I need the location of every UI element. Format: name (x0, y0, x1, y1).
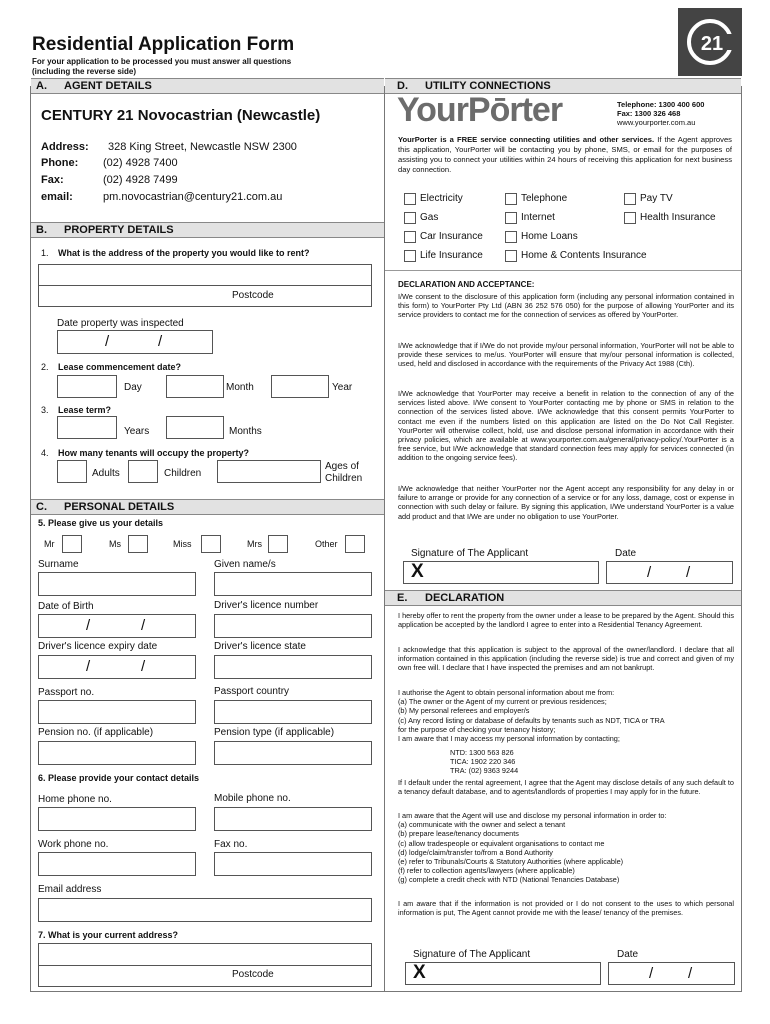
lease-year-input[interactable] (271, 375, 329, 398)
pension-number-input[interactable] (38, 741, 196, 765)
given-name-label: Given name/s (214, 559, 276, 570)
yourporter-consent-1: I/We consent to the disclosure of this application form (including any personal information contained in this form) to YourPorter Pty Ltd (ABN 36 252 576 050) for the purpose of allowing YourPorter and its service providers to contact me for the connection of services as offered by YourPorter. (398, 292, 734, 320)
expiry-slash: / (141, 658, 146, 675)
q3-label: Lease term? (58, 405, 112, 415)
mobile-phone-input[interactable] (214, 807, 372, 831)
pension-type-label: Pension type (if applicable) (214, 727, 335, 738)
pension-number-label: Pension no. (if applicable) (38, 727, 154, 738)
signature-x-mark: X (411, 561, 424, 582)
health-insurance-checkbox[interactable] (624, 212, 636, 224)
yourporter-contact: Telephone: 1300 400 600 Fax: 1300 326 468 www.yourporter.com.au (617, 100, 705, 127)
telephone-checkbox[interactable] (505, 193, 517, 205)
utility-signature-field[interactable] (403, 561, 599, 584)
declaration-use-disclose: I am aware that the Agent will use and disclose my personal information in order to: (a) communicate with the owner and select a tenant (b) prepare lease/tenancy documents (c) allow tradespeople or equivalent organisations to contact me (d) lodge/claim/transfer to/from a Bond Authority (e) refer to Tribunals/Courts & Statutory Authorities (where applicable) (f) refer to collection agents/lawyers (where applicable) (g) complete a credit check with NTD (National Tenancies Database) (398, 811, 667, 885)
title-mr-checkbox[interactable] (62, 535, 82, 553)
home-contents-insurance-checkbox[interactable] (505, 250, 517, 262)
licence-state-label: Driver's licence state (214, 641, 306, 652)
dob-slash: / (86, 617, 91, 634)
declaration-default: If I default under the rental agreement, I agree that the Agent may disclose details of any such default to a tenancy default database, and to agents/landlords of properties I may apply for in the future. (398, 778, 734, 797)
internet-checkbox[interactable] (505, 212, 517, 224)
licence-state-input[interactable] (214, 655, 372, 679)
licence-number-input[interactable] (214, 614, 372, 638)
page-subtitle: For your application to be processed you must answer all questions (including the reverse side) (32, 57, 292, 76)
q2-label: Lease commencement date? (58, 362, 182, 372)
declaration-signature-label: Signature of The Applicant (413, 949, 531, 960)
declaration-acknowledge: I acknowledge that this application is subject to the approval of the owner/landlord. I declare that all information contained in this application (including the reverse side) is true and correct and given of my own free will. I declare that I have inspected the premises and am not bankrupt. (398, 645, 734, 673)
property-postcode-label: Postcode (232, 290, 274, 301)
q1-label: What is the address of the property you would like to rent? (58, 248, 310, 258)
property-address-input-2[interactable] (38, 285, 372, 307)
date-slash: / (647, 564, 652, 581)
home-loans-checkbox[interactable] (505, 231, 517, 243)
declaration-acceptance-title: DECLARATION AND ACCEPTANCE: (398, 280, 535, 289)
months-label: Months (229, 426, 262, 437)
adults-input[interactable] (57, 460, 87, 483)
q4-number: 4. (41, 448, 49, 458)
lease-months-input[interactable] (166, 416, 224, 439)
lease-years-input[interactable] (57, 416, 117, 439)
agent-address-label: Address: (41, 141, 89, 153)
passport-number-input[interactable] (38, 700, 196, 724)
yourporter-intro: YourPorter is a FREE service connecting utilities and other services. If the Agent approves this application, YourPorter will be contacting you by phone, SMS, or email for the purposes of assisting you to connect your utilities within 24 hours of receiving this application for next business day connection. (398, 135, 732, 174)
title-other-label: Other (315, 539, 338, 549)
tenancy-database-contacts: NTD: 1300 563 826 TICA: 1902 220 346 TRA: (02) 9363 9244 (450, 748, 519, 776)
page-title: Residential Application Form (32, 34, 295, 55)
home-contents-insurance-label: Home & Contents Insurance (521, 250, 647, 261)
passport-country-input[interactable] (214, 700, 372, 724)
yourporter-consent-2: I/We acknowledge that if I/We do not provide my/our personal information, YourPorter will not be able to provide these services to me/us. YourPorter will ensure that my/our personal information is collected, used, held and disclosed in accordance with the requirements of the Privacy Act 1988 (Cth). (398, 341, 734, 369)
current-address-input-2[interactable] (38, 965, 372, 987)
declaration-not-provided: I am aware that if the information is not provided or I do not consent to the uses to which personal information is put, The Agent cannot provide me with the lease/ tenancy of the premises. (398, 899, 734, 918)
given-name-input[interactable] (214, 572, 372, 596)
utility-signature-label: Signature of The Applicant (411, 548, 529, 559)
section-b-header: B. PROPERTY DETAILS (31, 222, 384, 238)
surname-input[interactable] (38, 572, 196, 596)
work-phone-input[interactable] (38, 852, 196, 876)
agent-fax-label: Fax: (41, 174, 64, 186)
svg-text:21: 21 (700, 33, 724, 55)
car-insurance-checkbox[interactable] (404, 231, 416, 243)
column-divider (384, 86, 385, 992)
licence-number-label: Driver's licence number (214, 600, 319, 611)
licence-expiry-input[interactable] (38, 655, 196, 679)
date-inspected-label: Date property was inspected (57, 318, 184, 329)
life-insurance-checkbox[interactable] (404, 250, 416, 262)
declaration-date-field[interactable] (608, 962, 735, 985)
property-address-input[interactable] (38, 264, 372, 286)
section-c-header: C. PERSONAL DETAILS (31, 499, 384, 515)
title-miss-checkbox[interactable] (201, 535, 221, 553)
current-address-input[interactable] (38, 943, 372, 967)
health-insurance-label: Health Insurance (640, 212, 716, 223)
lease-day-input[interactable] (57, 375, 117, 398)
century21-logo (678, 8, 742, 76)
month-label: Month (226, 382, 254, 393)
agent-email-label: email: (41, 191, 73, 203)
ages-of-children-label: Ages of Children (325, 461, 363, 484)
agent-fax: (02) 4928 7499 (103, 174, 178, 186)
life-insurance-label: Life Insurance (420, 250, 483, 261)
yourporter-consent-3: I/We acknowledge that YourPorter may receive a benefit in relation to the connection of any of the services listed above. I/We consent to YourPorter contacting me by phone or SMS in relation to the connection of the services listed above. I/We acknowledge that this consent permits YourPorter to contact me even if the numbers listed on this application are listed on the Do Not Call Register. YourPorter will otherwise collect, hold, use and disclose personal information in accordance with their privacy policies, which are available at www.yourporter.com.au/general/privacy-policy/.YourPorter is a free service, but I/We acknowledge that standard connection fees may apply for services connected (in addition to the ongoing service fees). (398, 389, 734, 463)
utility-date-label: Date (615, 548, 637, 559)
years-label: Years (124, 426, 150, 437)
signature-x-mark: X (413, 962, 426, 983)
frame-bottom (30, 991, 742, 992)
pension-type-input[interactable] (214, 741, 372, 765)
pay-tv-checkbox[interactable] (624, 193, 636, 205)
expiry-slash: / (86, 658, 91, 675)
title-ms-checkbox[interactable] (128, 535, 148, 553)
q2-number: 2. (41, 362, 49, 372)
declaration-offer: I hereby offer to rent the property from the owner under a lease to be prepared by the Agent. Should this application be accepted by the landlord I agree to enter into a Residential Tenancy Agreement. (398, 611, 734, 630)
yourporter-logo: YourPōrter (397, 91, 563, 129)
declaration-signature-field[interactable] (405, 962, 601, 985)
agent-address: 328 King Street, Newcastle NSW 2300 (108, 141, 297, 153)
title-mrs-label: Mrs (247, 539, 262, 549)
electricity-checkbox[interactable] (404, 193, 416, 205)
internet-label: Internet (521, 212, 555, 223)
q4-label: How many tenants will occupy the property? (58, 448, 250, 458)
q3-number: 3. (41, 405, 49, 415)
email-label: Email address (38, 884, 102, 895)
email-input[interactable] (38, 898, 372, 922)
fax-number-label: Fax no. (214, 839, 248, 850)
home-phone-input[interactable] (38, 807, 196, 831)
date-slash: / (688, 965, 693, 982)
q7-label: 7. What is your current address? (38, 930, 179, 940)
title-ms-label: Ms (109, 539, 121, 549)
yourporter-consent-4: I/We acknowledge that neither YourPorter nor the Agent accept any responsibility for any delay in or failure to arrange or provide for any connection of a service or for any loss, damage, cost or expense in connection with such delay or failure. By signing this application, I/We understand YourPorter is a value add product and that I/We are under no obligation to use YourPorter. (398, 484, 734, 521)
utility-date-field[interactable] (606, 561, 733, 584)
home-loans-label: Home Loans (521, 231, 578, 242)
children-ages-input[interactable] (217, 460, 321, 483)
divider (385, 270, 741, 271)
title-other-checkbox[interactable] (345, 535, 365, 553)
frame-right (741, 86, 742, 992)
dob-input[interactable] (38, 614, 196, 638)
surname-label: Surname (38, 559, 79, 570)
licence-expiry-label: Driver's licence expiry date (38, 641, 158, 652)
adults-label: Adults (92, 468, 120, 479)
date-slash: / (686, 564, 691, 581)
declaration-date-label: Date (617, 949, 639, 960)
dob-slash: / (141, 617, 146, 634)
home-phone-label: Home phone no. (38, 794, 112, 805)
gas-label: Gas (420, 212, 439, 223)
car-insurance-label: Car Insurance (420, 231, 483, 242)
telephone-label: Telephone (521, 193, 568, 204)
agent-phone: (02) 4928 7400 (103, 157, 178, 169)
title-mrs-checkbox[interactable] (268, 535, 288, 553)
title-miss-label: Miss (173, 539, 192, 549)
gas-checkbox[interactable] (404, 212, 416, 224)
section-a-header: A. AGENT DETAILS (31, 78, 384, 94)
passport-country-label: Passport country (214, 686, 290, 697)
date-inspected-input[interactable] (57, 330, 213, 354)
q5-label: 5. Please give us your details (38, 518, 164, 528)
section-d-header: D. UTILITY CONNECTIONS (385, 78, 741, 94)
pay-tv-label: Pay TV (640, 193, 673, 204)
children-label: Children (164, 468, 202, 479)
mobile-phone-label: Mobile phone no. (214, 793, 291, 804)
agent-name: CENTURY 21 Novocastrian (Newcastle) (41, 107, 321, 124)
work-phone-label: Work phone no. (38, 839, 109, 850)
children-input[interactable] (128, 460, 158, 483)
agent-email: pm.novocastrian@century21.com.au (103, 191, 283, 203)
day-label: Day (124, 382, 142, 393)
title-mr-label: Mr (44, 539, 55, 549)
passport-number-label: Passport no. (38, 687, 95, 698)
fax-number-input[interactable] (214, 852, 372, 876)
declaration-authorise: I authorise the Agent to obtain personal information about me from: (a) The owner or the Agent of my current or previous residences; (b) My personal referees and employer/s (c) Any record listing or database of defaults by tenants such as NDT, TICA or TRA for the purpose of checking your tenancy history; I am aware that I may access my personal information by contacting; (398, 688, 665, 744)
section-e-header: E. DECLARATION (385, 590, 741, 606)
agent-phone-label: Phone: (41, 157, 79, 169)
q6-label: 6. Please provide your contact details (38, 773, 200, 783)
electricity-label: Electricity (420, 193, 463, 204)
date-slash: / (158, 333, 163, 350)
lease-month-input[interactable] (166, 375, 224, 398)
year-label: Year (332, 382, 353, 393)
current-postcode-label: Postcode (232, 969, 274, 980)
dob-label: Date of Birth (38, 601, 94, 612)
q1-number: 1. (41, 248, 49, 258)
date-slash: / (649, 965, 654, 982)
date-slash: / (105, 333, 110, 350)
